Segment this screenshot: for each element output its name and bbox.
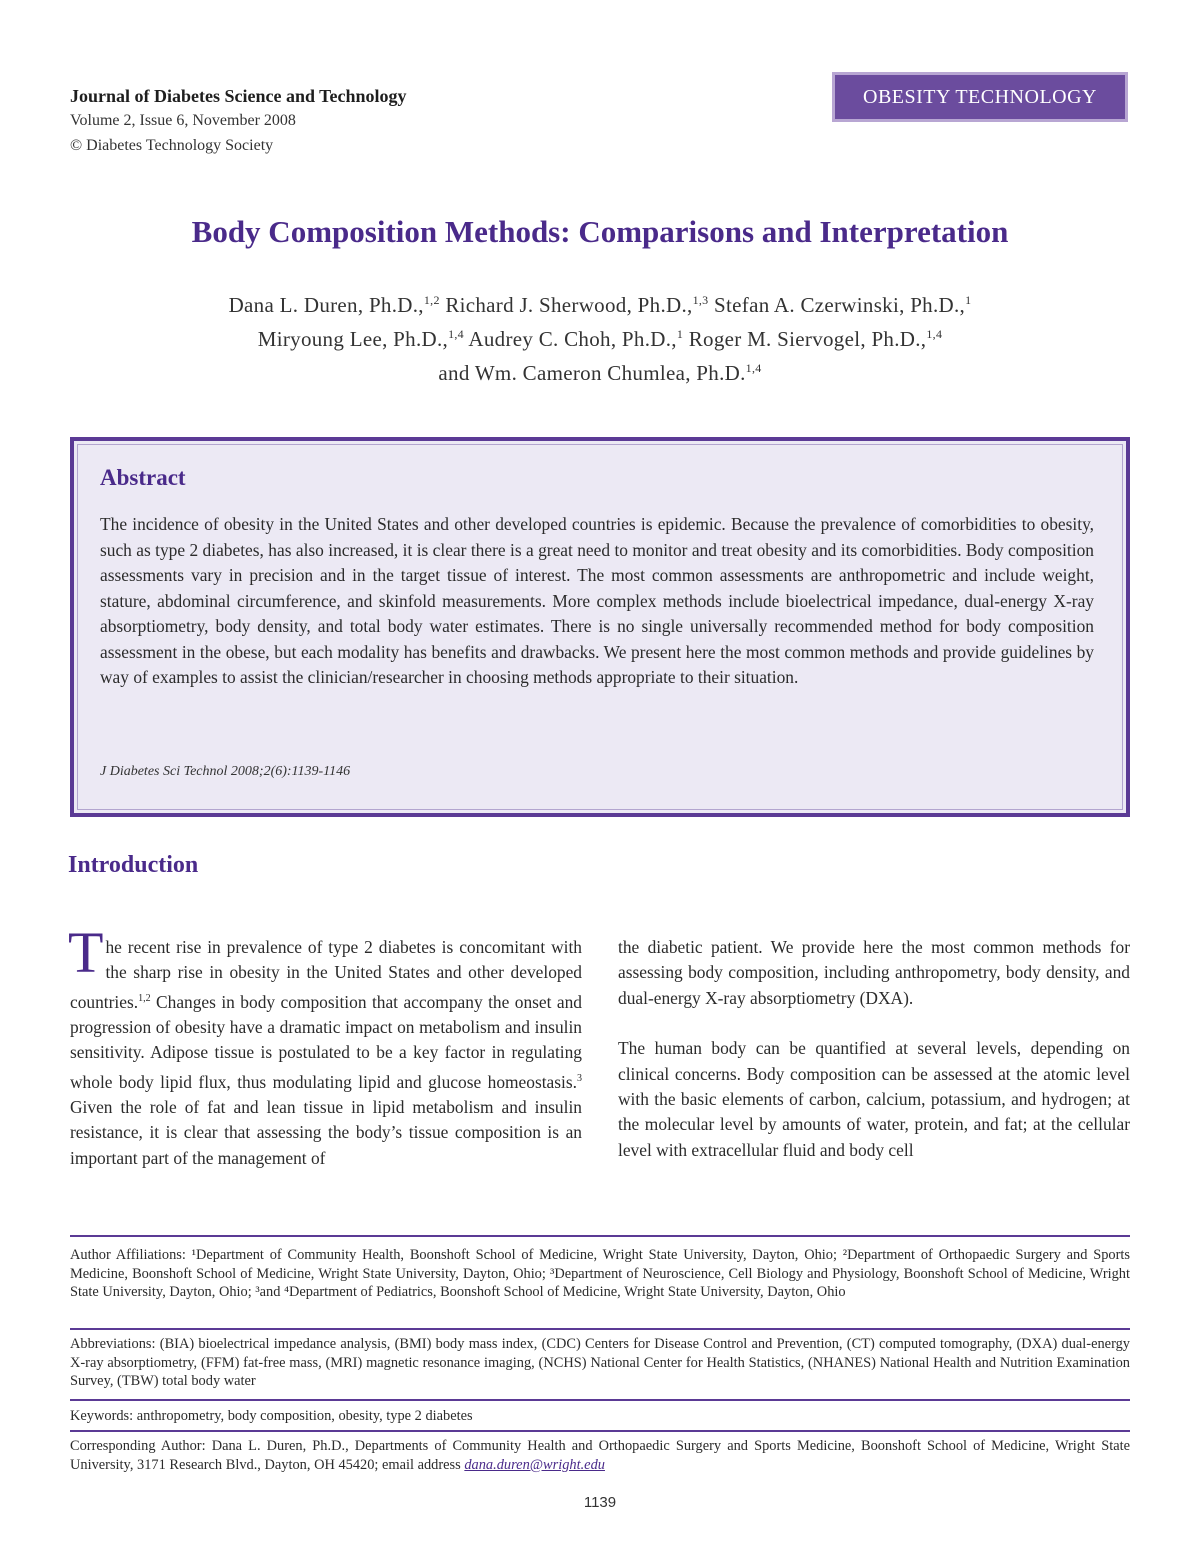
corresponding-text: Dana L. Duren, Ph.D., Departments of Community Health and Orthopaedic Surgery and Sports Medicine, Boonshoft School of Medicine, Wright State University, 3171 Research Blvd., Dayton, OH 45420; email address xyxy=(70,1438,1131,1473)
introduction-paragraph: the diabetic patient. We provide here the most common methods for assessing body composition, including anthropometry, body density, and dual-energy X-ray absorptiometry (DXA). xyxy=(618,937,1130,1008)
corresponding-label: Corresponding Author: xyxy=(70,1438,206,1454)
affiliations-text: ¹Department of Community Health, Boonshoft School of Medicine, Wright State University, Dayton, Ohio; ²Department of Orthopaedic Surgery and Sports Medicine, Boonshoft School of Medicine, Wright State University, Dayton, Ohio; ³Department of Neuroscience, Cell Biology and Physiology, Boonshoft School of Medicine, Wright State University, Dayton, Ohio; ³and ⁴Department of Pediatrics, Boonshoft School of Medicine, Wright State University, Dayton, Ohio xyxy=(70,1247,1131,1300)
author-affiliation-ref: 1,4 xyxy=(926,327,943,341)
footnote-divider xyxy=(70,1328,1130,1330)
journal-volume: Volume 2, Issue 6, November 2008 xyxy=(70,112,296,129)
paragraph-text: Given the role of fat and lean tissue in lipid metabolism and insulin resistance, it is clear that assessing the body’s tissue composition is an important part of the management of xyxy=(70,1097,582,1168)
abstract-citation: J Diabetes Sci Technol 2008;2(6):1139-1146 xyxy=(100,764,351,779)
author-name: Miryoung Lee, Ph.D., xyxy=(257,327,449,351)
paragraph-text: Changes in body composition that accompany the onset and progression of obesity have a dramatic impact on metabolism and insulin sensitivity. Adipose tissue is postulated to be a key factor in regulating whole body lipid flux, thus modulating lipid and glucose homeostasis. xyxy=(70,991,582,1092)
author-name: Stefan A. Czerwinski, Ph.D., xyxy=(714,293,966,317)
article-title: Body Composition Methods: Comparisons and Interpretation xyxy=(191,214,1009,249)
author-affiliation-ref: 1 xyxy=(965,293,972,307)
abstract-text: The incidence of obesity in the United States and other developed countries is epidemic. Because the prevalence of comorbidities to obesity, such as type 2 diabetes, has also increased, it is clear there is a great need to monitor and treat obesity and its comorbidities. Body composition assessments vary in precision and in the target tissue of interest. The most common assessments are anthropometric and include weight, stature, abdominal circumference, and skinfold measurements. More complex methods include bioelectrical impedance, dual-energy X-ray absorptiometry, body density, and total body water estimates. There is no single universally recommended method for body composition assessment in the obese, but each modality has benefits and drawbacks. We present here the most common methods and provide guidelines by way of examples to assist the clinician/researcher in choosing methods appropriate to their situation. xyxy=(100,514,1094,687)
author-affiliation-ref: 1,4 xyxy=(448,327,464,341)
corresponding-author xyxy=(70,1437,1130,1474)
author-affiliation-ref: 1,4 xyxy=(745,361,762,375)
paragraph-text: he recent rise in prevalence of type 2 diabetes is concomitant with the sharp rise in obesity in the United States and other developed countries. xyxy=(70,937,582,1012)
page-number: 1139 xyxy=(583,1494,617,1511)
abstract-heading: Abstract xyxy=(100,465,186,490)
reference-marker[interactable]: 1,2 xyxy=(138,992,151,1004)
footnote-divider xyxy=(70,1235,1130,1237)
introduction-right-column xyxy=(618,935,1130,1163)
author-affiliation-ref: 1 xyxy=(676,327,684,341)
abbreviations-label: Abbreviations: xyxy=(70,1336,156,1352)
author-name: Audrey C. Choh, Ph.D., xyxy=(468,327,677,351)
author-affiliations xyxy=(70,1246,1130,1302)
author-name: and Wm. Cameron Chumlea, Ph.D. xyxy=(438,361,746,385)
introduction-heading: Introduction xyxy=(68,852,199,878)
reference-marker[interactable]: 3 xyxy=(577,1072,582,1084)
author-line xyxy=(100,320,1100,354)
author-name: Roger M. Siervogel, Ph.D., xyxy=(688,327,927,351)
abbreviations-text: (BIA) bioelectrical impedance analysis, (BMI) body mass index, (CDC) Centers for Disease Control and Prevention, (CT) computed tomography, (DXA) dual-energy X-ray absorptiometry, (FFM) fat-free mass, (MRI) magnetic resonance imaging, (NCHS) National Center for Health Statistics, (NHANES) National Health and Nutrition Examination Survey, (TBW) total body water xyxy=(70,1336,1130,1389)
keywords-text: anthropometry, body composition, obesity, type 2 diabetes xyxy=(133,1408,473,1424)
author-list xyxy=(100,286,1100,388)
introduction-paragraph xyxy=(68,920,582,1171)
author-line xyxy=(100,286,1100,320)
section-badge-label: OBESITY TECHNOLOGY xyxy=(863,85,1097,108)
author-affiliation-ref: 1,2 xyxy=(423,293,440,307)
footnote-divider xyxy=(70,1430,1130,1432)
keywords xyxy=(70,1407,1130,1426)
footnote-divider xyxy=(70,1399,1130,1401)
keywords-label: Keywords: xyxy=(70,1408,134,1424)
introduction-left-column xyxy=(68,920,582,1171)
author-name: Dana L. Duren, Ph.D., xyxy=(228,293,424,317)
section-badge xyxy=(832,72,1128,122)
drop-cap: T xyxy=(68,920,104,985)
journal-name: Journal of Diabetes Science and Technology xyxy=(70,86,407,106)
journal-copyright: © Diabetes Technology Society xyxy=(70,137,274,154)
introduction-paragraph: The human body can be quantified at several levels, depending on clinical concerns. Body composition can be assessed at the atomic level with the basic elements of carbon, calcium, potassium, and hydrogen; at the molecular level by amounts of water, protein, and fat; at the cellular level with extracellular fluid and body cell xyxy=(618,1038,1130,1160)
author-affiliation-ref: 1,3 xyxy=(692,293,709,307)
author-name: Richard J. Sherwood, Ph.D., xyxy=(445,293,693,317)
author-line xyxy=(100,354,1100,388)
email-link[interactable]: dana.duren@wright.edu xyxy=(464,1456,605,1473)
abbreviations xyxy=(70,1335,1130,1391)
affiliations-label: Author Affiliations: xyxy=(70,1247,186,1263)
